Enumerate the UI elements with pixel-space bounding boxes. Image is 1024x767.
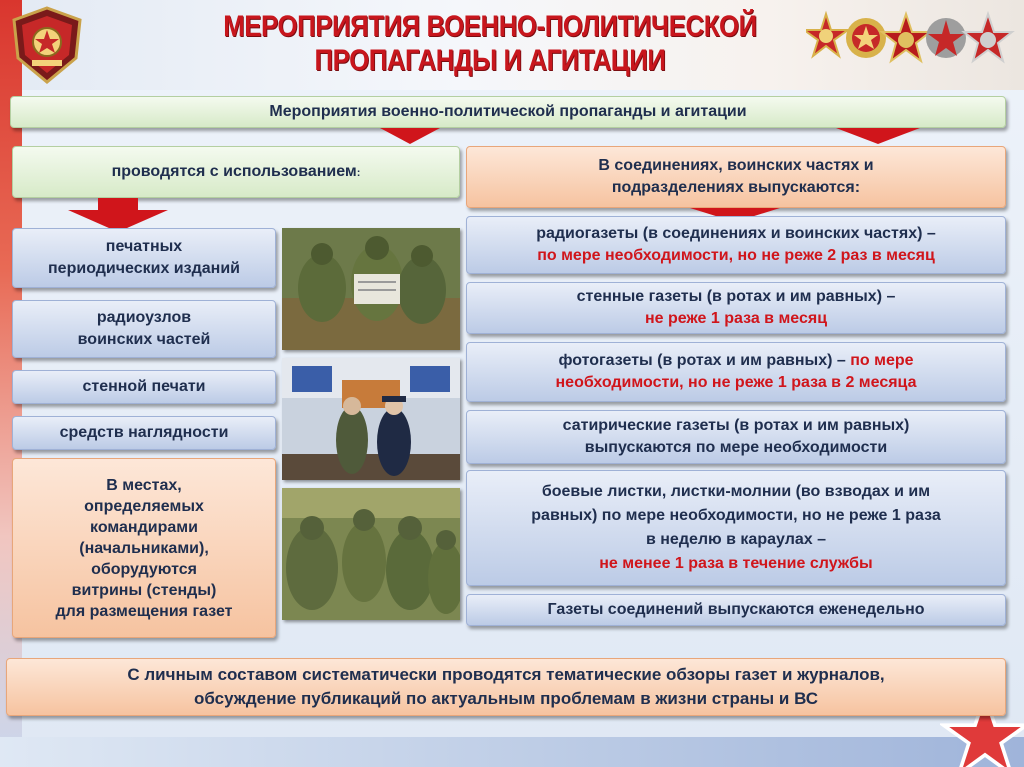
right-heading-line-2: подразделениях выпускаются:	[611, 179, 861, 196]
right-item-frequency: по мере необходимости, но не реже 2 раз в месяц	[537, 247, 935, 264]
left-item-line: стенной печати	[82, 378, 206, 395]
right-item-wall-gazettes	[466, 282, 1006, 334]
right-heading-line-1: В соединениях, воинских частях и	[598, 157, 874, 174]
orders-medals-icon	[806, 8, 1016, 70]
left-item-line: радиоузлов	[96, 309, 192, 326]
left-item-visual-aids	[12, 416, 276, 450]
right-item-frequency: не реже 1 раза в месяц	[644, 310, 828, 327]
left-orange-line: (начальниками),	[79, 539, 209, 557]
photo-soldiers-reading	[282, 228, 460, 350]
right-item-text: радиогазеты (в соединениях и воинских частях) –	[536, 225, 936, 242]
left-orange-line: витрины (стенды)	[71, 581, 217, 599]
down-arrow-icon	[380, 128, 440, 144]
title-line-2: ПРОПАГАНДЫ И АГИТАЦИИ	[314, 44, 666, 77]
right-item-text: боевые листки, листки-молнии (во взводах и им	[541, 483, 931, 500]
military-emblem-icon	[10, 6, 84, 84]
right-heading-box	[466, 146, 1006, 208]
bottom-line-2: обсуждение публикаций по актуальным проблемам в жизни страны и ВС	[194, 689, 818, 708]
bottom-summary-box	[6, 658, 1006, 716]
right-item-satirical-gazettes	[466, 410, 1006, 464]
right-item-text: равных) по мере необходимости, но не реже 1 раза	[531, 507, 941, 524]
right-item-text: выпускаются по мере необходимости	[584, 439, 888, 456]
right-item-text: Газеты соединений выпускаются еженедельно	[547, 601, 925, 618]
left-item-line: печатных	[105, 238, 183, 255]
left-heading-text: проводятся с использованием	[111, 163, 357, 180]
left-item-line: воинских частей	[77, 331, 211, 348]
right-item-text: стенные газеты (в ротах и им равных) –	[576, 288, 896, 305]
right-item-frequency-inline: по мере	[850, 352, 914, 369]
photo-award-ceremony	[282, 358, 460, 480]
right-item-frequency: необходимости, но не реже 1 раза в 2 месяца	[555, 374, 917, 391]
left-item-line: периодических изданий	[48, 260, 240, 277]
right-item-photo-gazettes	[466, 342, 1006, 402]
photo-soldiers-field	[282, 488, 460, 620]
left-orange-line: оборудуются	[91, 560, 197, 578]
left-heading-suffix: :	[356, 167, 361, 179]
left-item-line: средств наглядности	[59, 424, 229, 441]
right-item-radio-gazettes	[466, 216, 1006, 274]
left-item-radio-nodes	[12, 300, 276, 358]
left-orange-box	[12, 458, 276, 638]
down-arrow-icon	[68, 198, 168, 232]
header-text: Мероприятия военно-политической пропаганды и агитации	[269, 103, 747, 120]
left-heading-box	[12, 146, 460, 198]
right-item-formation-gazettes	[466, 594, 1006, 626]
header-box	[10, 96, 1006, 128]
left-orange-line: определяемых	[84, 497, 204, 515]
right-item-combat-leaflets	[466, 470, 1006, 586]
right-item-text: фотогазеты (в ротах и им равных) –	[558, 352, 846, 369]
left-item-periodicals	[12, 228, 276, 288]
left-orange-line: командирами	[90, 518, 198, 536]
left-orange-line: для размещения газет	[55, 602, 233, 620]
title-line-1: МЕРОПРИЯТИЯ ВОЕННО-ПОЛИТИЧЕСКОЙ	[223, 10, 757, 43]
bottom-line-1: С личным составом систематически проводятся тематические обзоры газет и журналов,	[127, 665, 885, 684]
down-arrow-icon	[836, 128, 920, 144]
left-orange-line: В местах,	[106, 476, 182, 494]
right-item-text: сатирические газеты (в ротах и им равных)	[562, 417, 910, 434]
page-title	[215, 10, 765, 78]
right-item-frequency: не менее 1 раза в течение службы	[599, 555, 873, 572]
bottom-stripe	[0, 737, 1024, 767]
right-item-text: в неделю в караулах –	[645, 531, 826, 548]
left-item-wall-press	[12, 370, 276, 404]
